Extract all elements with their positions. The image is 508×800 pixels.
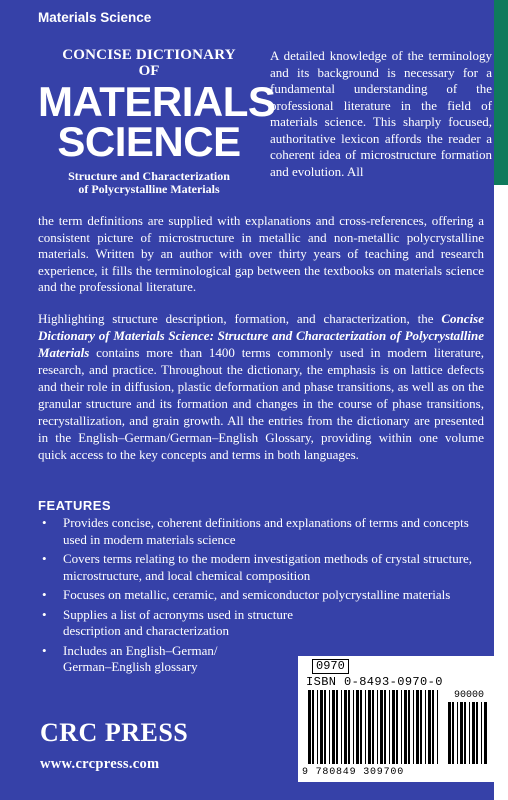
feature-item bbox=[38, 607, 313, 640]
book-title-block bbox=[38, 47, 276, 196]
price-tag: 0970 bbox=[312, 659, 349, 674]
feature-text: Provides concise, coherent definitions and explanations of terms and concepts used in modern materials science bbox=[63, 515, 469, 547]
price-code: 90000 bbox=[454, 690, 485, 701]
feature-item bbox=[38, 643, 253, 676]
title-main-line-1: MATERIALS bbox=[38, 78, 276, 125]
bullet-icon: • bbox=[42, 551, 47, 566]
publisher-website: www.crcpress.com bbox=[40, 756, 160, 772]
category-label: Materials Science bbox=[38, 10, 152, 25]
title-main-line-2: SCIENCE bbox=[57, 118, 241, 165]
white-edge-strip bbox=[494, 185, 508, 800]
features-list bbox=[38, 515, 478, 679]
bullet-icon: • bbox=[42, 606, 47, 622]
isbn-digits: 9 780849 309700 bbox=[302, 767, 405, 778]
feature-item bbox=[38, 551, 478, 584]
description-continued: the term definitions are supplied with explanations and cross-references, offering a consistent picture of microstructure in metallic and non-metallic polycrystalline materials. Written by an author with over thirty years of teaching and research experience, it fills the terminological gap between the textbooks on materials science and the professional literature. bbox=[38, 213, 484, 294]
subtitle bbox=[38, 170, 260, 196]
feature-text: Supplies a list of acronyms used in structure description and characterization bbox=[63, 606, 293, 638]
features-heading: FEATURES bbox=[38, 498, 112, 513]
feature-item bbox=[38, 587, 478, 604]
bullet-icon: • bbox=[42, 642, 47, 658]
barcode-icon bbox=[306, 690, 442, 766]
book-title-inline: Concise Dictionary of Materials Science: Structure and Characterization of Polycrystalline Materials bbox=[38, 311, 484, 360]
title-prefix: CONCISE DICTIONARY bbox=[62, 47, 236, 63]
barcode-addon-icon bbox=[446, 702, 490, 766]
subtitle-line-2: of Polycrystalline Materials bbox=[78, 182, 220, 196]
bullet-icon: • bbox=[42, 515, 47, 530]
description-right-column: A detailed knowledge of the terminology and its background is necessary for a fundamental understanding of the professional literature in the field of materials science. This sharply focused, authoritative lexicon affords the reader a coherent idea of microstructure formation and evolution. All bbox=[270, 48, 492, 179]
paragraph-2-body: contains more than 1400 terms commonly used in modern literature, research, and practice. Throughout the dictionary, the emphasis is on lattice defects and their role in diffusion, plastic deformation and phase transitions, as well as on the granular structure and its formation and changes in the course of phase transitions, recrystallization, and grain growth. All the entries from the dictionary are presented in the English–German/German–English Glossary, providing within one volume quick access to the key concepts and terms in both languages. bbox=[38, 345, 484, 462]
publisher-logo: CRC PRESS bbox=[40, 718, 189, 747]
bullet-icon: • bbox=[42, 587, 47, 602]
description-paragraph-2 bbox=[38, 310, 484, 463]
title-of: OF bbox=[138, 63, 160, 79]
isbn-label: ISBN 0-8493-0970-0 bbox=[306, 675, 443, 689]
paragraph-2-lead: Highlighting structure description, formation, and characterization, the bbox=[38, 311, 442, 326]
feature-text: Covers terms relating to the modern investigation methods of crystal structure, microstructure, and local chemical composition bbox=[63, 551, 473, 583]
green-edge-strip bbox=[494, 0, 508, 185]
isbn-barcode-panel bbox=[298, 656, 494, 782]
feature-text: Includes an English–German/ German–English glossary bbox=[63, 642, 218, 674]
subtitle-line-1: Structure and Characterization bbox=[68, 169, 230, 183]
feature-item bbox=[38, 515, 478, 548]
feature-text: Focuses on metallic, ceramic, and semiconductor polycrystalline materials bbox=[63, 587, 451, 602]
